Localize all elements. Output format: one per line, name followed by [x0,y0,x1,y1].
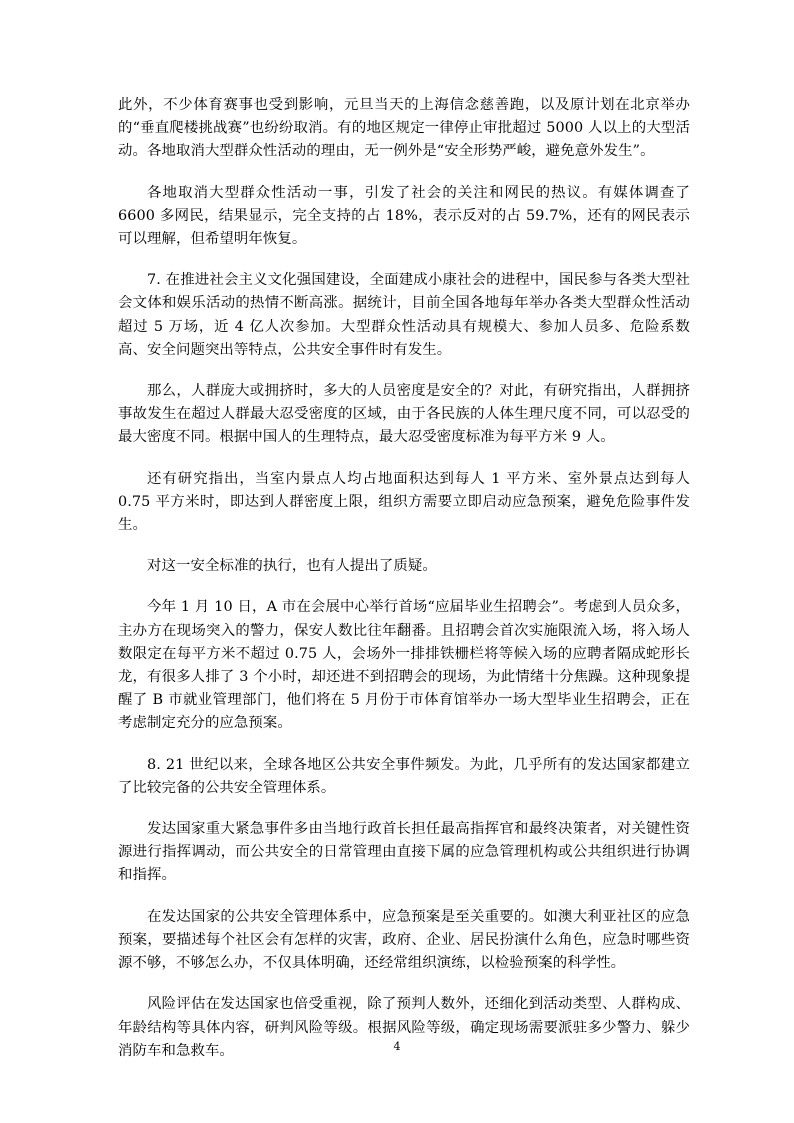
paragraph: 8. 21 世纪以来，全球各地区公共安全事件频发。为此，几乎所有的发达国家都建立了比较完备的公共安全管理体系。 [118,756,690,796]
paragraph: 还有研究指出，当室内景点人均占地面积达到每人 1 平方米、室外景点达到每人 0.75 平方米时，即达到人群密度上限，组织方需要立即启动应急预案，避免危险事件发生。 [118,470,690,534]
paragraph: 此外，不少体育赛事也受到影响，元旦当天的上海信念慈善跑，以及原计划在北京举办的“垂直爬楼挑战赛”也纷纷取消。有的地区规定一律停止审批超过 5000 人以上的大型活动。各地取消大型群众性活动的理由，无一例外是“安全形势严峻，避免意外发生”。 [118,97,690,160]
paragraph: 各地取消大型群众性活动一事，引发了社会的关注和网民的热议。有媒体调查了 6600 多网民，结果显示，完全支持的占 18%，表示反对的占 59.7%，还有的网民表示可以理解，但希望明年恢复。 [118,184,690,248]
paragraph: 对这一安全标准的执行，也有人提出了质疑。 [147,558,437,575]
page-number: 4 [393,1040,401,1053]
paragraph: 今年 1 月 10 日，A 市在会展中心举行首场“应届毕业生招聘会”。考虑到人员众多，主办方在现场突入的警力，保安人数比往年翻番。且招聘会首次实施限流入场，将入场人数限定在每平方米不超过 0.75 人，会场外一排排铁栅栏将等候入场的应聘者隔成蛇形长龙，有很多人排了 3 个小时，却还进不到招聘会的现场，为此情绪十分焦躁。这种现象提醒了 B 市就业管理部门，他们将在 5 月份于市体育馆举办一场大型毕业生招聘会，正在考虑制定充分的应急预案。 [118,599,690,732]
paragraph: 发达国家重大紧急事件多由当地行政首长担任最高指挥官和最终决策者，对关键性资源进行指挥调动，而公共安全的日常管理由直接下属的应急管理机构或公共组织进行协调和指挥。 [118,821,690,884]
paragraph: 7. 在推进社会主义文化强国建设，全面建成小康社会的进程中，国民参与各类大型社会文体和娱乐活动的热情不断高涨。据统计，目前全国各地每年举办各类大型群众性活动超过 5 万场，近 4 亿人次参加。大型群众性活动具有规模大、参加人员多、危险系数高、安全问题突出等特点，公共安全事件时有发生。 [118,272,690,358]
paragraph: 在发达国家的公共安全管理体系中，应急预案是至关重要的。如澳大利亚社区的应急预案，要描述每个社区会有怎样的灾害，政府、企业、居民扮演什么角色，应急时哪些资源不够，不够怎么办，不仅具体明确，还经常组织演练，以检验预案的科学性。 [118,908,690,972]
paragraph: 风险评估在发达国家也倍受重视，除了预判人数外，还细化到活动类型、人群构成、年龄结构等具体内容，研判风险等级。根据风险等级，确定现场需要派驻多少警力、躲少消防车和急救车。 [118,996,690,1059]
document-body [118,94,690,1081]
paragraph: 那么，人群庞大或拥挤时，多大的人员密度是安全的？对此，有研究指出，人群拥挤事故发生在超过人群最大忍受密度的区域，由于各民族的人体生理尺度不同，可以忍受的最大密度不同。根据中国人的生理特点，最大忍受密度标准为每平方米 9 人。 [118,383,690,446]
